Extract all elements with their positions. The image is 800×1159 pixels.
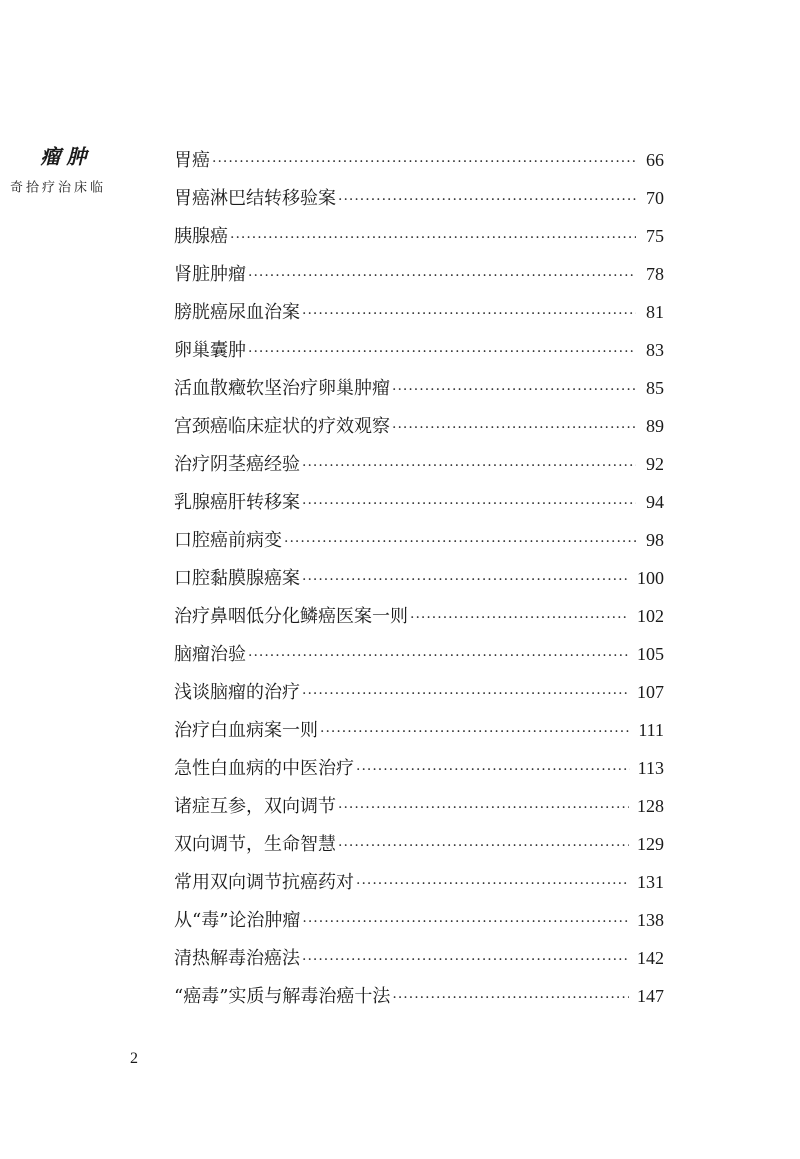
toc-entry-page: 111 (638, 720, 664, 740)
toc-dot-leader (392, 371, 636, 409)
toc-dot-leader (356, 751, 630, 789)
toc-entry-title: 乳腺癌肝转移案 (174, 492, 300, 513)
toc-entry-title: 常用双向调节抗癌药对 (174, 872, 354, 893)
toc-entry-page: 98 (646, 530, 664, 550)
toc-entry[interactable] (174, 863, 664, 901)
toc-entry[interactable] (174, 293, 664, 331)
toc-entry-title: 口腔癌前病变 (174, 530, 282, 551)
toc-dot-leader (248, 637, 629, 675)
toc-entry-page: 66 (646, 150, 664, 170)
toc-entry-page: 70 (646, 188, 664, 208)
page-number: 2 (130, 1050, 138, 1067)
toc-entry[interactable] (174, 255, 664, 293)
toc-entry[interactable] (174, 825, 664, 863)
toc-dot-leader (320, 713, 630, 751)
book-title-sub: 临床治疗拾奇 (7, 180, 102, 194)
toc-entry[interactable] (174, 787, 664, 825)
toc-entry-title: 肾脏肿瘤 (174, 264, 246, 285)
toc-entry[interactable] (174, 331, 664, 369)
toc-entry[interactable] (174, 521, 664, 559)
toc-entry[interactable] (174, 597, 664, 635)
toc-entry[interactable] (174, 711, 664, 749)
toc-entry-title: 卵巢囊肿 (174, 340, 246, 361)
toc-entry-title: 清热解毒治癌法 (174, 948, 300, 969)
toc-dot-leader (302, 447, 636, 485)
toc-entry-page: 85 (646, 378, 664, 398)
toc-entry[interactable] (174, 559, 664, 597)
toc-entry-page: 105 (637, 644, 664, 664)
toc-entry[interactable] (174, 939, 664, 977)
toc-dot-leader (230, 219, 636, 257)
toc-entry-page: 107 (637, 682, 664, 702)
toc-entry-page: 138 (637, 910, 664, 930)
toc-entry[interactable] (174, 635, 664, 673)
toc-entry[interactable] (174, 217, 664, 255)
toc-entry-page: 92 (646, 454, 664, 474)
toc-dot-leader (338, 181, 636, 219)
toc-entry-page: 78 (646, 264, 664, 284)
toc-entry-title: 双向调节，生命智慧 (174, 834, 336, 855)
toc-entry[interactable] (174, 369, 664, 407)
toc-entry-title: 宫颈癌临床症状的疗效观察 (174, 416, 390, 437)
toc-entry-title: 胃癌淋巴结转移验案 (174, 188, 336, 209)
toc-entry-title: 胰腺癌 (174, 226, 228, 247)
toc-dot-leader (302, 675, 629, 713)
toc-entry-title: 活血散癥软坚治疗卵巢肿瘤 (174, 378, 390, 399)
toc-dot-leader (302, 941, 629, 979)
toc-entry-page: 131 (637, 872, 664, 892)
toc-dot-leader (212, 143, 636, 181)
toc-entry[interactable] (174, 673, 664, 711)
toc-dot-leader (284, 523, 636, 561)
toc-dot-leader (392, 409, 636, 447)
toc-entry[interactable] (174, 483, 664, 521)
toc-entry-page: 128 (637, 796, 664, 816)
toc-dot-leader (356, 865, 629, 903)
toc-dot-leader (248, 333, 636, 371)
toc-entry-title: 浅谈脑瘤的治疗 (174, 682, 300, 703)
toc-entry-page: 94 (646, 492, 664, 512)
toc-entry-page: 129 (637, 834, 664, 854)
toc-dot-leader (302, 485, 636, 523)
toc-entry-title: 膀胱癌尿血治案 (174, 302, 300, 323)
toc-entry-title: “癌毒”实质与解毒治癌十法 (174, 986, 391, 1007)
toc-entry-page: 147 (637, 986, 664, 1006)
toc-entry-title: 治疗白血病案一则 (174, 720, 318, 741)
toc-entry[interactable] (174, 179, 664, 217)
toc-dot-leader (338, 789, 629, 827)
toc-dot-leader (410, 599, 629, 637)
toc-dot-leader (392, 979, 629, 1017)
toc-entry-title: 治疗阴茎癌经验 (174, 454, 300, 475)
book-title-main: 肿瘤 (37, 146, 87, 168)
toc-entry[interactable] (174, 977, 664, 1015)
toc-entry-title: 治疗鼻咽低分化鳞癌医案一则 (174, 606, 408, 627)
toc-entry[interactable] (174, 901, 664, 939)
toc-entry-title: 脑瘤治验 (174, 644, 246, 665)
toc-entry-title: 诸症互参，双向调节 (174, 796, 336, 817)
toc-entry-title: 从“毒”论治肿瘤 (174, 910, 301, 931)
toc-entry-page: 113 (637, 758, 664, 778)
toc-entry[interactable] (174, 407, 664, 445)
table-of-contents (174, 141, 664, 1015)
toc-entry-page: 100 (637, 568, 664, 588)
toc-entry[interactable] (174, 141, 664, 179)
toc-dot-leader (338, 827, 629, 865)
toc-entry-page: 102 (637, 606, 664, 626)
toc-entry-page: 75 (646, 226, 664, 246)
toc-entry-page: 89 (646, 416, 664, 436)
toc-dot-leader (248, 257, 636, 295)
toc-entry-title: 胃癌 (174, 150, 210, 171)
toc-entry-page: 142 (637, 948, 664, 968)
toc-entry-page: 81 (646, 302, 664, 322)
toc-dot-leader (302, 295, 636, 333)
toc-dot-leader (302, 903, 629, 941)
toc-entry-page: 83 (646, 340, 664, 360)
toc-entry-title: 口腔黏膜腺癌案 (174, 568, 300, 589)
toc-dot-leader (302, 561, 629, 599)
toc-entry[interactable] (174, 749, 664, 787)
toc-entry[interactable] (174, 445, 664, 483)
toc-entry-title: 急性白血病的中医治疗 (174, 758, 354, 779)
